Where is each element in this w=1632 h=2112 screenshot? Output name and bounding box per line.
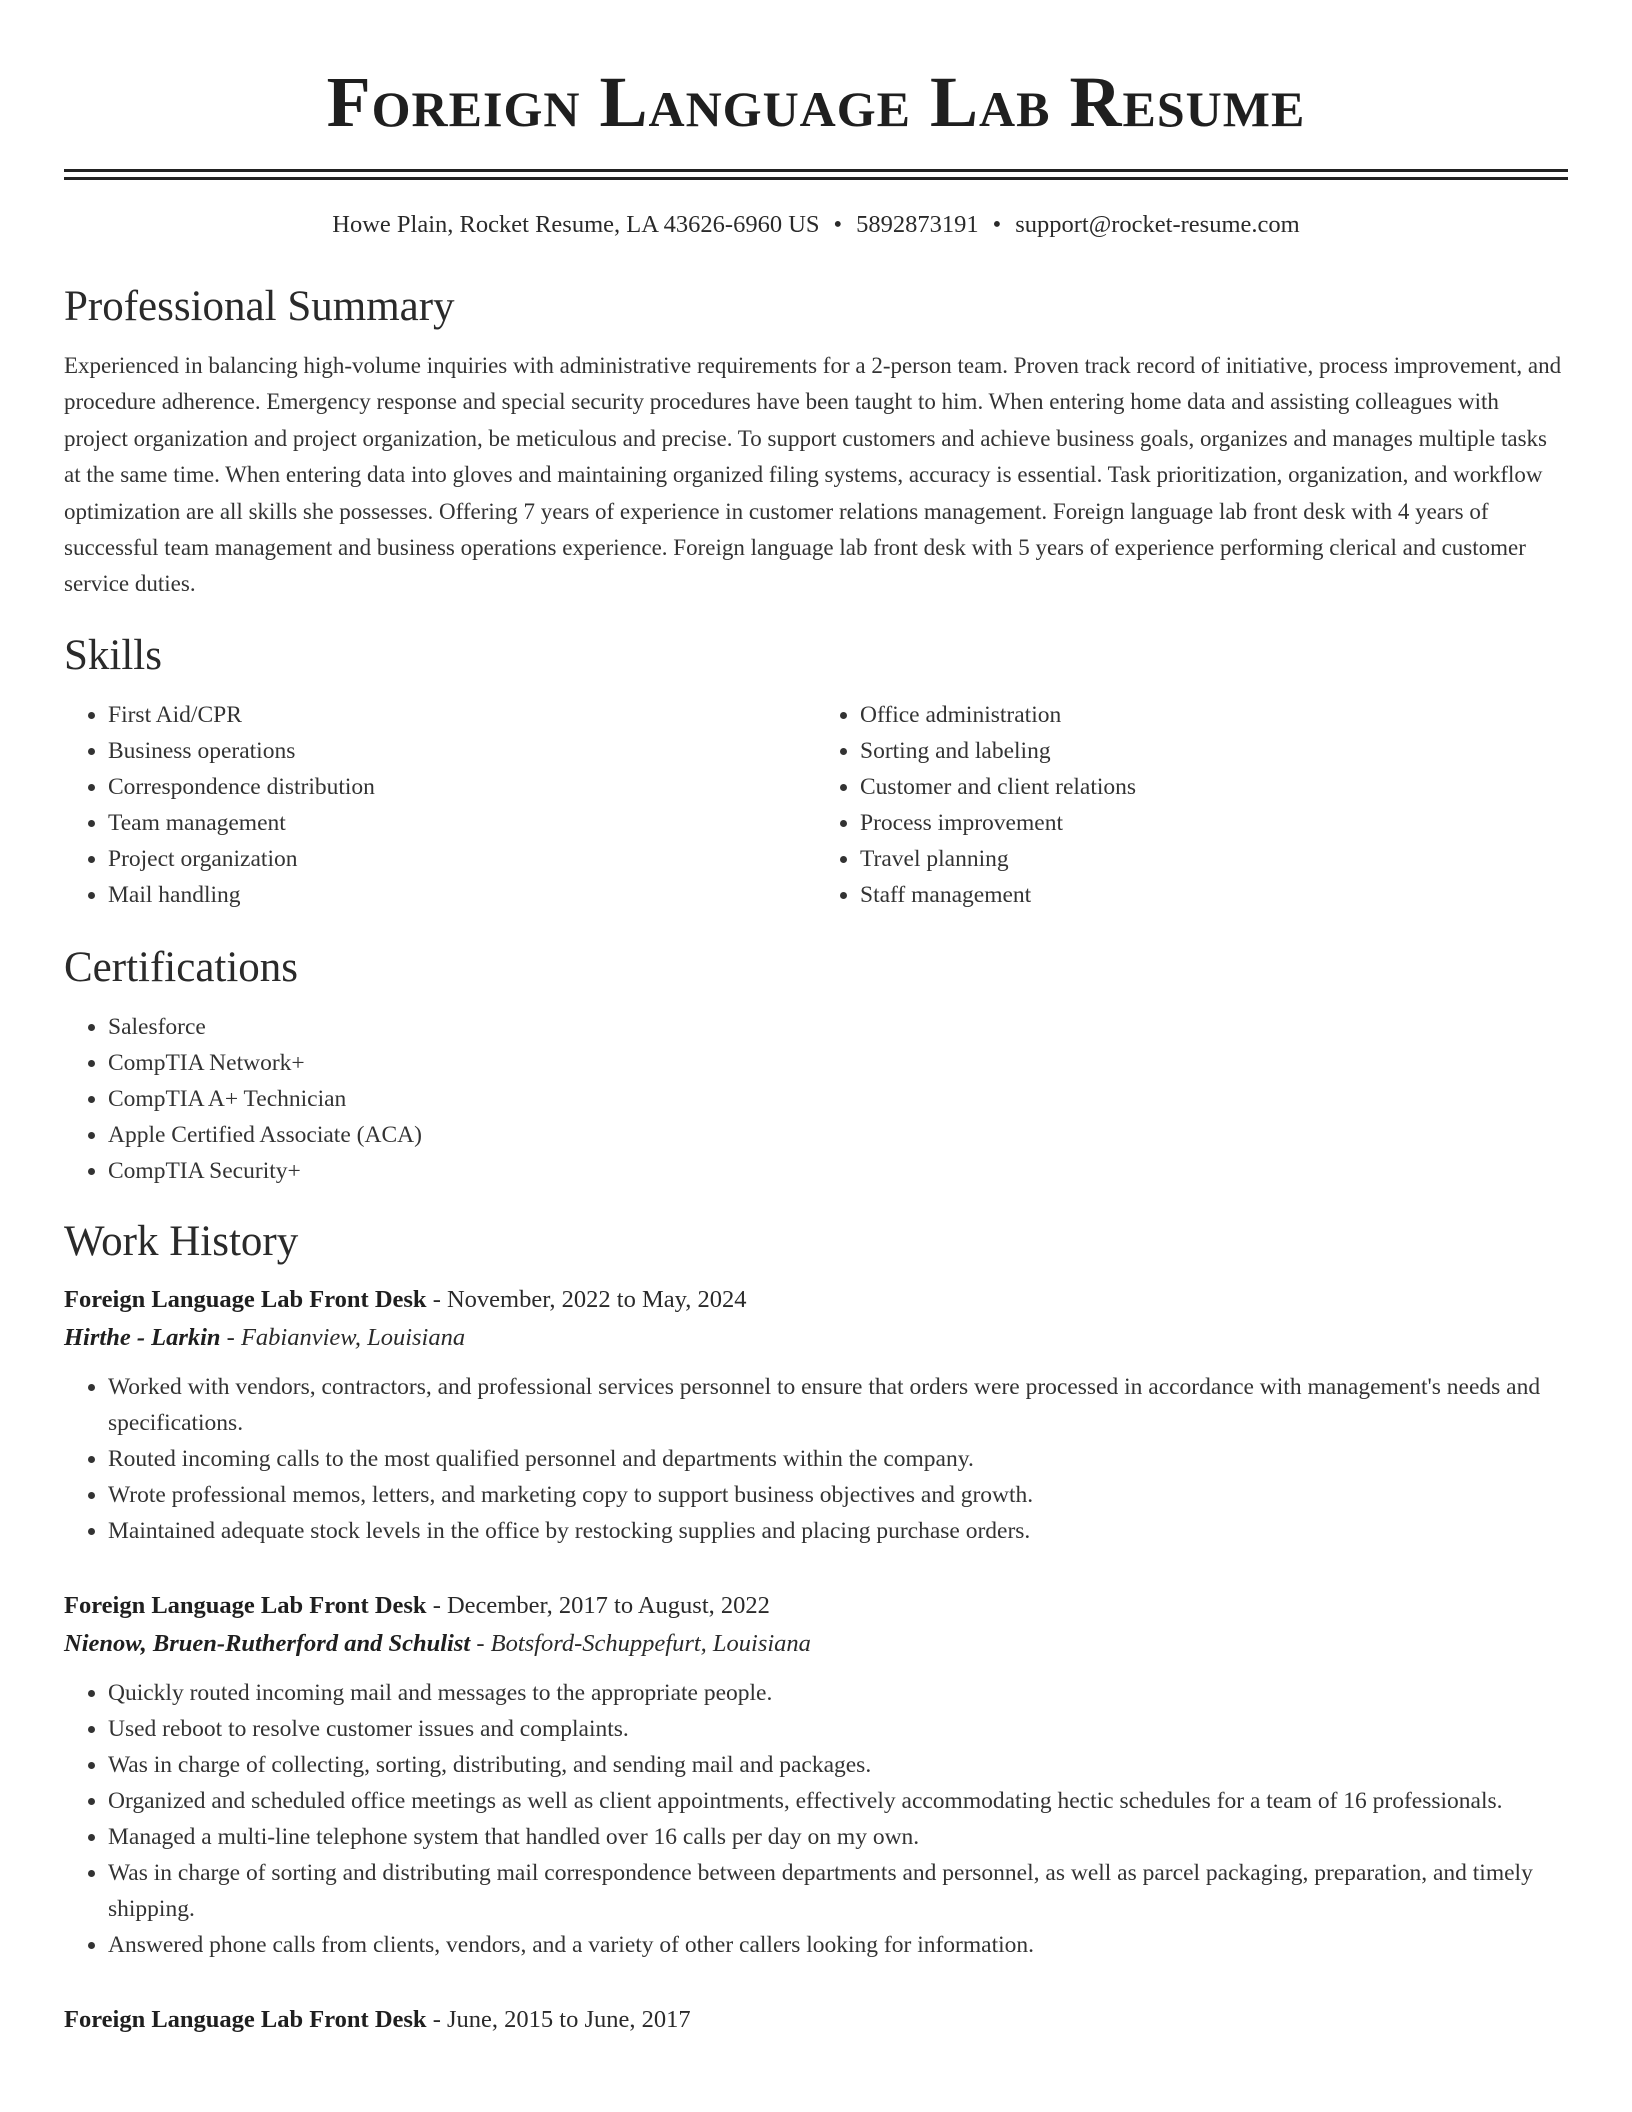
job-entry [64,1281,1568,1549]
company-name: Nienow, Bruen-Rutherford and Schulist [64,1629,471,1657]
job-title: Foreign Language Lab Front Desk [64,1285,427,1313]
job-title: Foreign Language Lab Front Desk [64,2005,427,2033]
job-bullet: • Wrote professional memos, letters, and marketing copy to support business objectives and growth. [108,1477,1568,1513]
job-bullet: • Maintained adequate stock levels in the office by restocking supplies and placing purchase orders. [108,1513,1568,1549]
skill-item: • Business operations [108,733,816,769]
certification-item: • Salesforce [108,1009,1568,1045]
skills-list-left [64,697,816,913]
job-bullets [64,1369,1568,1549]
skill-item: • Staff management [860,877,1568,913]
job-bullet: • Managed a multi-line telephone system that handled over 16 calls per day on my own. [108,1819,1568,1855]
skill-item: • Project organization [108,841,816,877]
skill-item: • Travel planning [860,841,1568,877]
contact-separator: • [833,211,843,238]
skill-item: • Process improvement [860,805,1568,841]
section-heading-certifications: Certifications [64,943,299,991]
job-title-line: Foreign Language Lab Front Desk - June, 2015 to June, 2017 [64,2005,691,2033]
job-dates: December, 2017 to August, 2022 [446,1591,770,1619]
summary-text: Experienced in balancing high-volume inquiries with administrative requirements for a 2-person team. Proven track record of initiative, process improvement, and procedure adherence. Emergency response and special security procedures have been taught to him. When entering home data and assisting colleagues with project organization and project organization, be meticulous and precise. To support customers and achieve business goals, organizes and manages multiple tasks at the same time. When entering data into gloves and maintaining organized filing systems, accuracy is essential. Task prioritization, organization, and workflow optimization are all skills she possesses. Offering 7 years of experience in customer relations management. Foreign language lab front desk with 4 years of successful team management and business operations experience. Foreign language lab front desk with 5 years of experience performing clerical and customer service duties. [64,353,1562,597]
skill-item: • Correspondence distribution [108,769,816,805]
job-dates: November, 2022 to May, 2024 [446,1285,747,1313]
certification-item: • CompTIA Security+ [108,1153,1568,1189]
job-entry [64,2001,1568,2039]
title-divider [64,169,1568,180]
certifications-list [64,1009,1568,1189]
resume-title: Foreign Language Lab Resume [326,62,1306,142]
job-bullet: • Was in charge of collecting, sorting, distributing, and sending mail and packages. [108,1747,1568,1783]
job-dates: June, 2015 to June, 2017 [446,2005,691,2033]
company-line: Hirthe - Larkin - Fabianview, Louisiana [64,1323,466,1351]
contact-email: support@rocket-resume.com [1015,211,1300,238]
company-name: Hirthe - Larkin [64,1323,221,1351]
skill-item: • First Aid/CPR [108,697,816,733]
job-bullet: • Worked with vendors, contractors, and professional services personnel to ensure that orders were processed in accordance with management's needs and specifications. [108,1369,1568,1441]
skills-grid [64,697,1568,913]
contact-phone: 5892873191 [856,211,979,238]
job-bullets [64,1675,1568,1963]
skill-item: • Office administration [860,697,1568,733]
company-line: Nienow, Bruen-Rutherford and Schulist - Botsford-Schuppefurt, Louisiana [64,1629,811,1657]
skill-item: • Team management [108,805,816,841]
company-location: Botsford-Schuppefurt, Louisiana [490,1629,811,1657]
skill-item: • Mail handling [108,877,816,913]
certification-item: • CompTIA A+ Technician [108,1081,1568,1117]
contact-address: Howe Plain, Rocket Resume, LA 43626-6960 US [332,211,820,238]
job-title-line: Foreign Language Lab Front Desk - November, 2022 to May, 2024 [64,1285,747,1313]
section-heading-summary: Professional Summary [64,283,455,330]
skill-item: • Sorting and labeling [860,733,1568,769]
job-entry [64,1587,1568,1963]
skill-item: • Customer and client relations [860,769,1568,805]
company-location: Fabianview, Louisiana [240,1323,466,1351]
job-bullet: • Routed incoming calls to the most qualified personnel and departments within the company. [108,1441,1568,1477]
job-bullet: • Was in charge of sorting and distributing mail correspondence between departments and personnel, as well as parcel packaging, preparation, and timely shipping. [108,1855,1568,1927]
job-bullet: • Answered phone calls from clients, vendors, and a variety of other callers looking for information. [108,1927,1568,1963]
job-title: Foreign Language Lab Front Desk [64,1591,427,1619]
job-title-line: Foreign Language Lab Front Desk - December, 2017 to August, 2022 [64,1591,770,1619]
certification-item: • CompTIA Network+ [108,1045,1568,1081]
section-heading-skills: Skills [64,631,162,679]
section-heading-work-history: Work History [64,1217,299,1265]
job-bullet: • Used reboot to resolve customer issues and complaints. [108,1711,1568,1747]
certification-item: • Apple Certified Associate (ACA) [108,1117,1568,1153]
contact-separator: • [992,211,1002,238]
job-bullet: • Organized and scheduled office meetings as well as client appointments, effectively accommodating hectic schedules for a team of 16 professionals. [108,1783,1568,1819]
skills-list-right [816,697,1568,913]
contact-line [64,208,1568,242]
job-bullet: • Quickly routed incoming mail and messages to the appropriate people. [108,1675,1568,1711]
